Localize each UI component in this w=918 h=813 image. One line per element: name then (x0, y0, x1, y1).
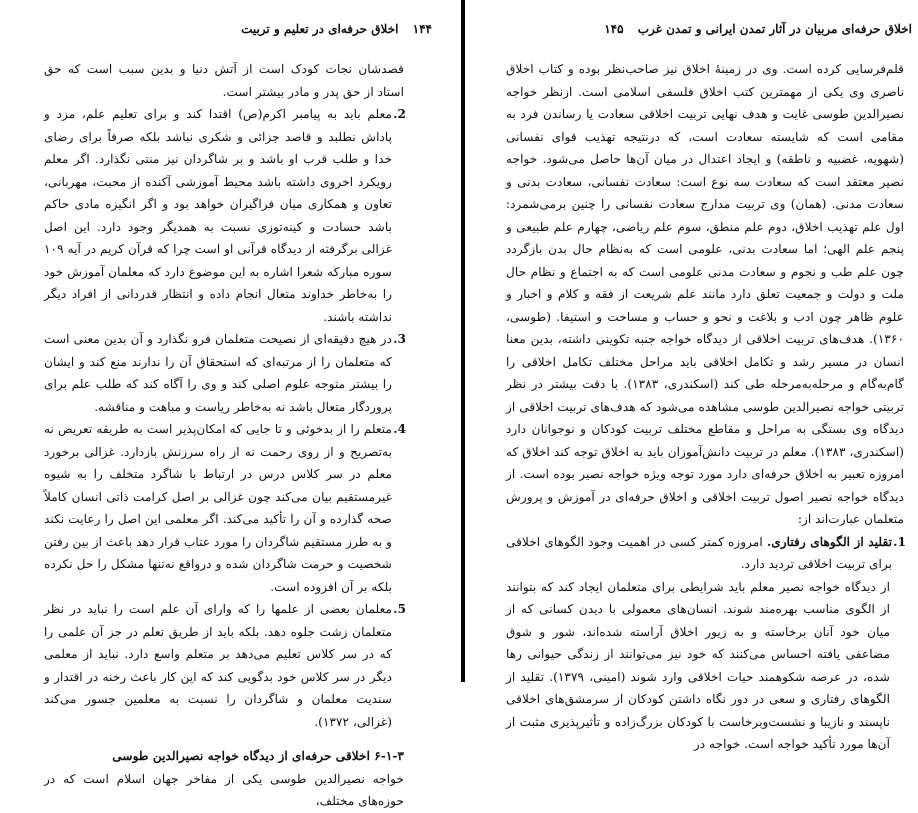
left-page-number: ۱۴۴ (412, 22, 432, 36)
left-page-header (241, 22, 432, 36)
left-closing-paragraph: خواجه نصیرالدین طوسی یکی از مفاخر جهان اسلام است که در حوزه‌های مختلف، (44, 771, 404, 808)
list-item (506, 531, 904, 576)
right-running-head: اخلاق حرفه‌ای مربیان در آثار تمدن ایرانی و تمدن غرب (637, 22, 912, 36)
left-page-body (44, 58, 404, 813)
list-item-number: 3. (393, 332, 406, 346)
right-page (466, 0, 918, 751)
list-item-number: 1. (893, 534, 906, 549)
right-main-paragraph: قلم‌فرسایی کرده است. وی در زمینهٔ اخلاق نیز صاحب‌نظر بوده و کتاب اخلاق ناصری وی یکی از مهمترین کتب اخلاق فلسفی اسلامی است. ازنظر خواجه نصیرالدین طوسی غایت و هدف نهایی تربیت اخلاقی سعادت یا رساندن فرد به مقامی است که شایسته سعادت است، که درنتیجه تهذیب قوای نفسانی (شهویه، غضبیه و ناطقه) و ایجاد اعتدال در میان آن‌ها حاصل می‌شود. خواجه نصیر معتقد است که سعادت سه نوع است: سعادت نفسانی، سعادت بدنی و سعادت مدنی. (همان) وی تربیت مدارج سعادت نفسانی را چنین برمی‌شمرد: اول علم تهذیب اخلاق، دوم علم منطق، سوم علم ریاضی، چهارم علم طبیعی و پنجم علم الهی؛ اما سعادت بدنی، علومی است که به‌نظام حال بدن بازگردد چون علم طب و نجوم و سعادت مدنی علومی است که به اجتماع و نظام حال ملت و دولت و جمعیت تعلق دارد مانند علم شریعت از فقه و کلام و اخبار و علوم ظاهر چون ادب و بلاغت و نحو و حساب و مساحت و استیفا. (طوسی، ۱۳۶۰). هدف‌های تربیت اخلاقی از دیدگاه خواجه جنبه تکوینی داشته، بدین معنا انسان در مسیر رشد و تکامل اخلاقی باید مراحل مختلف تکامل اخلاقی را گام‌به‌گام و مرحله‌به‌مرحله طی کند (اسکندری، ۱۳۸۳). با دقت بیشتر در نظر تربیتی خواجه نصیرالدین طوسی مشاهده می‌شود که هدف‌های تربیت اخلاقی از دیدگاه وی بستگی به مراحل و مقاطع مختلف تربیت کودکان و نوجوانان دارد (اسکندری، ۱۳۸۳). معلم در تربیت دانش‌آموزان باید به اخلاق توجه کند اخلاق که امروزه تعبیر به اخلاق حرفه‌ای دارد مورد توجه ویژه خواجه نصیر بوده است. از دیدگاه خواجه نصیر اصول تربیت اخلاقی و اخلاق حرفه‌ای در آموزش و پرورش متعلمان عبارت‌اند از: (506, 62, 904, 526)
list-item-text (506, 531, 892, 576)
section-heading: ۶-۱-۳ اخلاقی حرفه‌ای از دیدگاه خواجه نصیرالدین طوسی (112, 749, 404, 763)
right-page-header (604, 22, 912, 36)
list-item (44, 103, 404, 328)
list-item-text: معلم باید به پیامبر اکرم(ص) اقتدا کند و برای تعلیم علم، مزد و پاداش نطلبد و قاصد جزائی و شکری نباشد بلکه صرفاً برای رضای خدا و طلب قرب او باشد و بر شاگردان نیز منتی نگذارد. اگر معلم رویکرد اخروی داشته باشد محیط آموزشی آکنده از محبت، مهربانی، تعاون و همکاری میان فراگیران خواهد بود و اگر انگیزه مادی حاکم باشد حسادت و کینه‌توزی نسبت به همدیگر وجود دارد. این اصل غزالی برگرفته از دیدگاه قرآنی او است چرا که قرآن کریم در آیه ۱۰۹ سوره مبارکه شعرا اشاره به این موضوع دارد که معلمان آموزش خود را به‌خاطر خداوند متعال انجام داده و انتظار قدردانی از افراد دیگر نداشته باشند. (44, 107, 392, 324)
list-item-text: متعلم را از بدخوئی و تا جایی که امکان‌پذیر است به طریقه تعریض نه به‌تصریح و از روی رحمت نه از راه سرزنش بازدارد. غزالی برخورد معلم در سر کلاس درس در ارتباط با شاگرد متخلف را به شیوه غیرمستقیم بیان می‌کند چون غزالی بر اصل کرامت ذاتی انسان کاملاً صحه گذارده و آن را تأکید می‌کند. اگر معلمی این اصل را رعایت نکند و به طرز مستقیم شاگردان را مورد عتاب قرار دهد باعث از بین رفتن شخصیت و حرمت شاگردان شده و درواقع نه‌تنها مشکل را حل نکرده بلکه بر آن افزوده است. (44, 422, 392, 594)
right-page-number: ۱۴۵ (604, 22, 624, 36)
list-item-number: 2. (393, 107, 406, 121)
list-item (44, 328, 404, 418)
right-closing-paragraph: از دیدگاه خواجه نصیر معلم باید شرایطی برای متعلمان ایجاد کند که بتوانند از الگوی مناسب بهره‌مند شوند. انسان‌های معمولی با دیدن کسانی که از میان خود آنان برخاسته و به زیور اخلاق آراسته شده‌اند، شور و شوق مضاعفی یافته احساس می‌کنند که خود نیز می‌توانند از زندگی حیوانی رها شده، در عرصه شکوهمند حیات اخلاقی وارد شوند (امینی، ۱۳۷۹). تقلید از الگوهای رفتاری و سعی در دور نگاه داشتن کودکان از سرمشق‌های اخلاقی ناپسند و نازیبا و نشست‌وبرخاست با کودکان بزرگ‌زاده و تأثیرپذیری مثبت از آن‌ها مورد تأکید خواجه است. خواجه در (506, 579, 890, 751)
list-item-number: 5. (393, 602, 406, 616)
left-running-head: اخلاق حرفه‌ای در تعلیم و تربیت (241, 22, 399, 36)
left-intro-paragraph: قصدشان نجات کودک است از آتش دنیا و بدین سبب است که حق استاد از حق پدر و مادر بیشتر است. (44, 62, 404, 99)
right-page-body (506, 58, 904, 756)
list-item (44, 598, 404, 733)
list-item-text: معلمان بعضی از علمها را که وارای آن علم است را نباید در نظر متعلمان زشت جلوه دهد. بلکه باید از طریق تعلم در جز آن علمی را که در سر کلاس تعلیم می‌دهد بر متعلم واسع دارد. نباید از معلمی دیگر در سر کلاس خود بدگویی کند که این کار باعث رخنه در اقتدار و سندیت معلمان و شاگردان را نسبت به معلمین جسور می‌کند (غزالی، ۱۳۷۲). (44, 602, 392, 729)
list-item-lead: تقلید از الگوهای رفتاری. (766, 534, 892, 549)
list-item-body: امروزه کمتر کسی در اهمیت وجود الگوهای اخلاقی برای تربیت اخلاقی تردید دارد. (506, 534, 892, 571)
list-item-number: 4. (393, 422, 406, 436)
list-item-text: در هیچ دقیقه‌ای از نصیحت متعلمان فرو نگذارد و آن بدین معنی است که متعلمان را از مرتبه‌ای که استحقاق آن را ندارند منع کند و ایشان را بیشتر متوجه علوم اصلی کند و وی را آگاه کند که طلب علم برای پروردگار متعال باشد نه به‌خاطر ریاست و مباهت و مناقشه. (44, 332, 392, 414)
list-item (44, 418, 404, 598)
book-gutter-divider (461, 0, 465, 682)
